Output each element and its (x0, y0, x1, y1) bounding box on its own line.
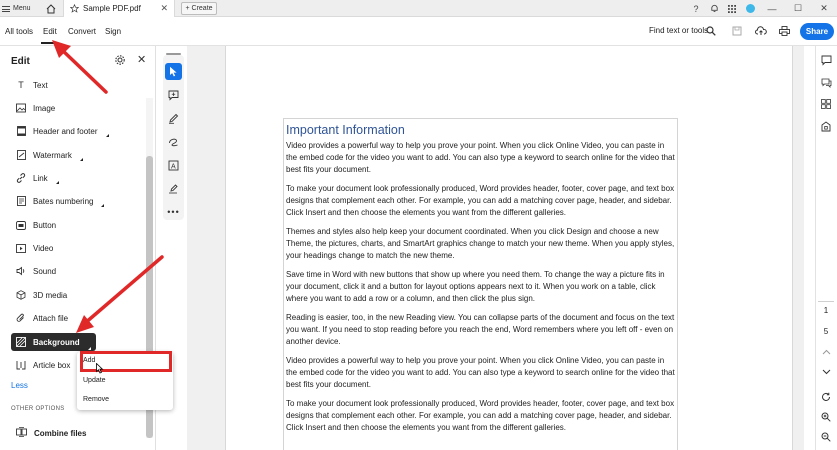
submenu-indicator-icon (106, 134, 109, 137)
home-icon (46, 4, 56, 14)
header-footer-icon (16, 126, 26, 136)
image-add-icon (16, 103, 26, 113)
document-text-frame[interactable] (283, 118, 678, 450)
tool-bates-numbering-label: Bates numbering (33, 196, 94, 206)
article-icon (16, 360, 26, 370)
other-options-heading: OTHER OPTIONS (11, 406, 65, 412)
home-button[interactable] (42, 1, 60, 16)
submenu-indicator-icon (101, 204, 104, 207)
sound-icon (16, 266, 26, 276)
close-window-icon[interactable]: ✕ (820, 3, 828, 13)
submenu-indicator-icon (88, 347, 91, 350)
bell-icon[interactable] (705, 0, 723, 17)
menu-label: Menu (13, 5, 31, 12)
submenu-indicator-icon (80, 158, 83, 161)
tool-text-label: Text (33, 80, 48, 90)
comment-add-icon (168, 90, 179, 101)
document-paragraph: Save time in Word with new buttons that show up where you need them. To change the way a picture fits in your document, click it and a button for layout options appears next to it. When you work on a table, click where you want to add a row or a column, and then click the plus sign. (286, 270, 665, 303)
select-tool-button[interactable] (165, 63, 182, 80)
fill-sign-tool-button[interactable] (165, 180, 182, 197)
pen-icon (168, 113, 179, 124)
convert-tab[interactable]: Convert (68, 27, 97, 36)
document-paragraph: Reading is easier, too, in the new Reading view. You can collapse parts of the document and focus on the text you want. If you need to stop reading before you reach the end, Word remembers where you left off - even on another device. (286, 313, 675, 346)
tool-video[interactable] (16, 241, 53, 255)
zoom-in-icon[interactable] (819, 410, 833, 424)
tool-background-label: Background (33, 337, 80, 347)
tool-attach-file-label: Attach file (33, 313, 69, 323)
more-dots-icon: ••• (167, 206, 180, 217)
page-indicator-divider (818, 301, 834, 302)
settings-gear-icon[interactable] (114, 54, 126, 66)
apps-grid-icon[interactable] (723, 0, 741, 17)
tab-strip-actions (687, 0, 837, 17)
combine-files-label: Combine files (34, 428, 87, 438)
combine-files-icon (16, 427, 27, 439)
draw-tool-button[interactable] (165, 133, 182, 150)
document-paragraph: To make your document look professionally produced, Word provides header, footer, cover page, and text box designs that complement each other. For example, you can add a matching cover page, header, and sidebar. Click Insert and then choose the elements you want from the different galleries. (286, 184, 675, 217)
video-icon (16, 243, 26, 253)
document-paragraph: Themes and styles also help keep your document coordinated. When you click Design and choose a new Theme, the pictures, charts, and SmartArt graphics change to match your new theme. When you apply styles, your headings change to match the new theme. (286, 227, 675, 260)
create-label: Create (191, 5, 213, 12)
tool-video-label: Video (33, 243, 54, 253)
all-tools-tab[interactable]: All tools (5, 27, 34, 36)
tool-header-footer[interactable] (16, 124, 109, 138)
tool-background[interactable] (11, 333, 96, 351)
svg-text:A: A (171, 163, 176, 171)
cloud-upload-icon[interactable] (754, 24, 768, 38)
tool-image[interactable] (16, 101, 55, 115)
tool-text[interactable] (16, 78, 48, 92)
cursor-arrow-icon (169, 66, 178, 77)
search-icon[interactable] (704, 24, 718, 38)
context-menu-update[interactable]: Update (83, 377, 106, 384)
chat-panel-icon[interactable] (819, 75, 833, 89)
mouse-cursor-icon (96, 363, 104, 374)
tool-attach-file[interactable] (16, 311, 68, 325)
document-paragraph: Video provides a powerful way to help you prove your point. When you click Online Video, you can paste in the embed code for the video you want to add. You can also type a keyword to search online for the video that best fits your document. (286, 356, 675, 389)
tool-link-label: Link (33, 173, 48, 183)
comment-tool-button[interactable] (165, 87, 182, 104)
star-icon[interactable] (70, 4, 79, 13)
panel-title: Edit (11, 56, 30, 67)
sign-tab[interactable]: Sign (105, 27, 122, 36)
refresh-icon[interactable] (819, 390, 833, 404)
document-tab-title: Sample PDF.pdf (83, 4, 141, 13)
tool-bates-numbering[interactable] (16, 194, 104, 208)
context-menu-remove[interactable]: Remove (83, 396, 110, 403)
sign-pen-icon (168, 183, 179, 194)
current-page-number[interactable]: 1 (823, 306, 829, 315)
watermark-icon (16, 150, 26, 160)
tool-sound-label: Sound (33, 266, 57, 276)
panel-close-icon[interactable]: ✕ (137, 54, 147, 66)
edit-tab-underline (41, 42, 57, 44)
highlight-pen-tool-button[interactable] (165, 110, 182, 127)
menu-button[interactable] (2, 2, 31, 15)
tool-button[interactable] (16, 218, 56, 232)
tool-header-footer-label: Header and footer (33, 126, 98, 136)
hamburger-icon (2, 6, 10, 12)
submenu-indicator-icon (56, 181, 59, 184)
tool-article-box[interactable] (16, 358, 70, 372)
help-icon[interactable]: ? (693, 3, 699, 14)
combine-files-item[interactable] (16, 427, 86, 439)
bates-icon (16, 196, 26, 206)
zoom-out-icon[interactable] (819, 430, 833, 444)
thumbnails-panel-icon[interactable] (819, 97, 833, 111)
profile-avatar-icon[interactable] (741, 0, 759, 17)
create-button[interactable] (181, 2, 217, 15)
cube-icon (16, 290, 26, 300)
maximize-icon[interactable]: ☐ (793, 3, 803, 13)
print-icon[interactable] (777, 24, 791, 38)
tool-image-label: Image (33, 103, 56, 113)
tool-sound[interactable] (16, 264, 56, 278)
comments-panel-icon[interactable] (819, 53, 833, 67)
context-menu-add[interactable]: Add (83, 357, 96, 364)
document-paragraph: Video provides a powerful way to help you prove your point. When you click Online Video, you can paste in the embed code for the video you want to add. You can also type a keyword to search online for the video that best fits your document. (286, 141, 675, 174)
link-icon (16, 173, 26, 183)
tool-watermark[interactable] (16, 148, 83, 162)
tool-button-label: Button (33, 220, 57, 230)
document-paragraph: To make your document look professionally produced, Word provides header, footer, cover page, and text box designs that complement each other. For example, you can add a matching cover page, header, and sidebar. Click Insert and then choose the elements you want from the different galleries. (286, 399, 675, 432)
document-tab[interactable] (63, 0, 175, 17)
more-tools-button[interactable] (165, 203, 182, 220)
tab-strip (0, 0, 837, 17)
tool-article-box-label: Article box (33, 360, 71, 370)
find-text-or-tools[interactable]: Find text or tools (649, 26, 709, 35)
close-tab-icon[interactable]: ✕ (160, 3, 168, 13)
add-highlight-box (80, 351, 172, 372)
edit-tab[interactable]: Edit (43, 27, 57, 36)
tool-3d-media-label: 3D media (33, 290, 68, 300)
total-pages-number: 5 (823, 327, 829, 336)
page-up-icon[interactable] (819, 345, 833, 359)
document-properties-icon[interactable] (819, 119, 833, 133)
freehand-draw-icon (168, 136, 179, 147)
minimize-icon[interactable]: — (767, 3, 777, 14)
text-box-icon (168, 160, 179, 171)
text-add-icon: T (18, 80, 24, 90)
document-heading: Important Information (286, 123, 405, 137)
share-button[interactable]: Share (800, 23, 834, 40)
paperclip-icon (16, 313, 26, 323)
page-down-icon[interactable] (819, 365, 833, 379)
background-icon (16, 337, 26, 347)
tool-link[interactable] (16, 171, 59, 185)
text-box-tool-button[interactable] (165, 157, 182, 174)
plus-icon: + (185, 5, 190, 12)
tool-3d-media[interactable] (16, 288, 67, 302)
tool-watermark-label: Watermark (33, 150, 72, 160)
less-link[interactable]: Less (11, 381, 28, 390)
button-icon (16, 220, 26, 230)
main-toolbar (0, 17, 837, 46)
save-icon[interactable] (730, 24, 744, 38)
